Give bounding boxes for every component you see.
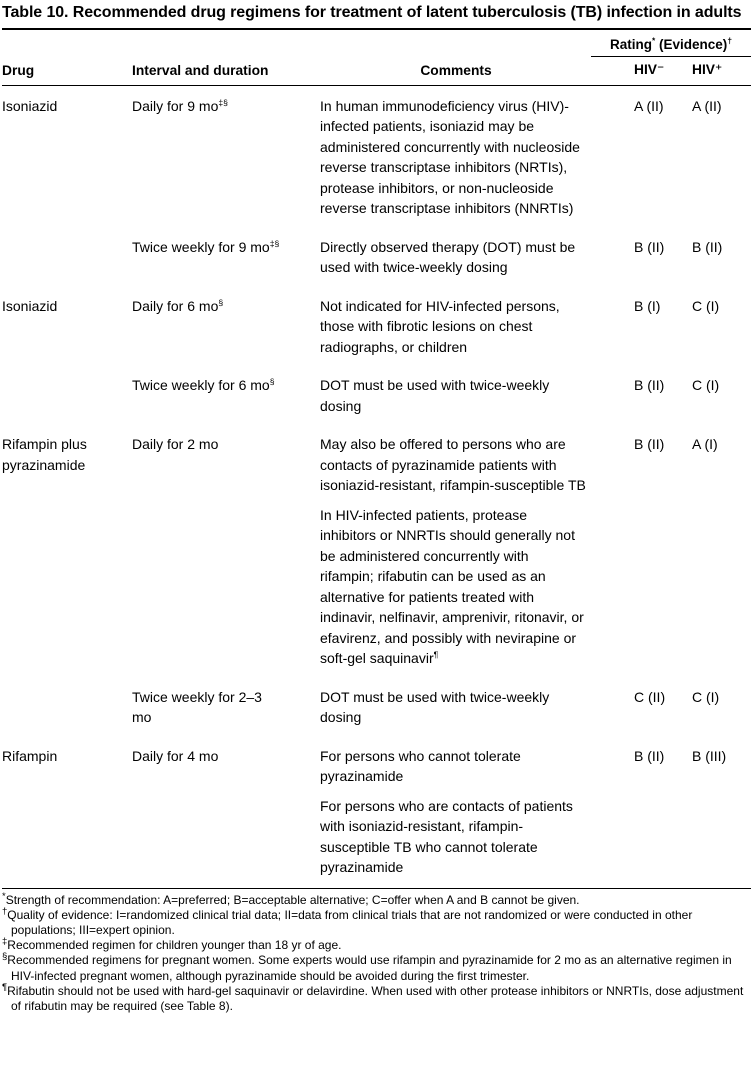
comment-paragraph	[320, 505, 586, 669]
rating-hiv-negative-cell: A (II)	[634, 97, 664, 114]
drug-cell: Rifampin	[2, 747, 58, 764]
footnote-marker: †	[2, 905, 8, 917]
column-header-drug: Drug	[2, 57, 132, 86]
title-rule	[2, 28, 751, 30]
comments-cell	[320, 375, 632, 434]
table-title: Table 10. Recommended drug regimens for treatment of latent tuberculosis (TB) infection in adults	[2, 4, 742, 21]
comment-text: For persons who cannot tolerate pyrazinamide	[320, 747, 521, 784]
interval-cell	[132, 85, 320, 237]
rating-hiv-negative-cell: B (II)	[634, 747, 665, 764]
comments-cell	[320, 687, 632, 746]
column-header-interval: Interval and duration	[132, 57, 320, 86]
rating-hiv-positive-cell: A (I)	[692, 436, 718, 452]
footnote-marker: §	[2, 951, 8, 963]
rating-hiv-positive-cell: C (I)	[692, 377, 720, 393]
footnote	[2, 953, 751, 983]
rating-hiv-negative-cell: C (II)	[634, 688, 666, 705]
interval-text: Twice weekly for 6 mo	[132, 377, 270, 393]
interval-text: Daily for 4 mo	[132, 747, 219, 764]
interval-text: Twice weekly for 9 mo	[132, 238, 270, 255]
interval-text: Daily for 6 mo	[132, 297, 219, 314]
rating-hiv-positive-cell: C (I)	[692, 297, 720, 314]
table-row	[2, 375, 751, 434]
comment-text: Not indicated for HIV-infected persons, those with fibrotic lesions on chest radiographs, or children	[320, 297, 560, 355]
comment-paragraph	[320, 96, 586, 219]
drug-cell	[2, 237, 132, 296]
footnote	[2, 905, 751, 938]
interval-text: Daily for 9 mo	[132, 97, 219, 114]
table-row	[2, 746, 751, 888]
comments-cell	[320, 434, 632, 687]
footnote-text: Rifabutin should not be used with hard-gel saquinavir or delavirdine. When used with other protease inhibitors or NNRTIs, dose adjustment of rifabutin may be required (see Table 8).	[7, 983, 744, 1013]
comment-text: In HIV-infected patients, protease inhibitors or NNRTIs should generally not be administered concurrently with rifampin; rifabutin can be used as an alternative for patients treated with indinavir, nelfinavir, amprenivir, ritonavir, or efavirenz, and possibly with nevirapine or soft-gel saquinavir	[320, 506, 584, 666]
comment-paragraph	[320, 796, 586, 878]
rating-hiv-positive-cell: C (I)	[692, 688, 720, 705]
footnotes	[2, 889, 751, 1015]
footnote-text: Recommended regimens for pregnant women. Some experts would use rifampin and pyrazinamide for 2 mo as an alternative regimen in HIV-infected pregnant women, although pyrazinamide should be avoided during the first trimester.	[7, 953, 732, 983]
footnote-text: Recommended regimen for children younger than 18 yr of age.	[7, 938, 342, 953]
interval-text: Twice weekly for 2–3 mo	[132, 688, 262, 725]
table-row	[2, 85, 751, 237]
interval-text: Daily for 2 mo	[132, 436, 219, 452]
rating-hiv-negative-cell: B (I)	[634, 297, 661, 314]
footnote-marker: ¶	[2, 981, 8, 993]
comment-text: For persons who are contacts of patients with isoniazid-resistant, rifampin-susceptible TB who cannot tolerate pyrazinamide	[320, 797, 573, 875]
column-header-hiv-positive: HIV⁺	[690, 57, 751, 86]
footnote-text: Quality of evidence: I=randomized clinical trial data; II=data from clinical trials that are not randomized or were conducted in other populations; III=expert opinion.	[7, 907, 693, 937]
interval-cell	[132, 687, 320, 746]
comment-text: DOT must be used with twice-weekly dosing	[320, 377, 550, 414]
comment-paragraph	[320, 296, 586, 358]
table-row	[2, 237, 751, 296]
footnote-marker: *	[2, 890, 6, 902]
rating-header-row	[2, 37, 751, 57]
rating-label: Rating	[610, 36, 653, 52]
comment-paragraph	[320, 746, 586, 787]
table-row	[2, 296, 751, 376]
footnote	[2, 938, 751, 953]
interval-cell	[132, 237, 320, 296]
interval-cell	[132, 434, 320, 687]
comment-text: DOT must be used with twice-weekly dosing	[320, 688, 550, 725]
evidence-dagger-marker: †	[727, 35, 732, 45]
comments-cell	[320, 237, 632, 296]
interval-footnote-marker: §	[269, 376, 275, 387]
interval-footnote-marker: ‡§	[269, 237, 280, 248]
comment-text: In human immunodeficiency virus (HIV)-infected patients, isoniazid may be administered concurrently with nucleoside reverse transcriptase inhibitors (NRTIs), protease inhibitors, or non-nucleoside reverse transcriptase inhibitors (NNRTIs)	[320, 97, 580, 216]
evidence-label: (Evidence)	[655, 36, 728, 52]
column-header-row	[2, 57, 751, 86]
interval-cell	[132, 375, 320, 434]
comment-text: May also be offered to persons who are contacts of pyrazinamide patients with isoniazid-resistant, rifampin-susceptible TB	[320, 436, 586, 493]
comment-text: Directly observed therapy (DOT) must be used with twice-weekly dosing	[320, 238, 576, 275]
regimen-table	[2, 57, 751, 888]
rating-hiv-negative-cell: B (II)	[634, 436, 665, 452]
comments-cell	[320, 85, 632, 237]
comment-paragraph	[320, 375, 586, 416]
interval-footnote-marker: ‡§	[218, 96, 229, 107]
rating-hiv-negative-cell: B (II)	[634, 377, 665, 393]
column-header-hiv-negative: HIV⁻	[632, 57, 690, 86]
rating-asterisk-marker: *	[652, 35, 656, 45]
drug-cell	[2, 687, 132, 746]
interval-cell	[132, 746, 320, 888]
interval-cell	[132, 296, 320, 376]
rating-hiv-positive-cell: B (II)	[692, 238, 723, 255]
comment-paragraph	[320, 434, 586, 496]
comments-cell	[320, 296, 632, 376]
table-row	[2, 434, 751, 687]
table-row	[2, 687, 751, 746]
drug-cell: Rifampin plus pyrazinamide	[2, 436, 87, 473]
footnote	[2, 981, 751, 1014]
drug-cell	[2, 375, 132, 434]
rating-evidence-header	[591, 37, 751, 57]
rating-hiv-positive-cell: B (III)	[692, 747, 727, 764]
rating-hiv-negative-cell: B (II)	[634, 238, 665, 255]
comments-cell	[320, 746, 632, 888]
rating-hiv-positive-cell: A (II)	[692, 97, 722, 114]
footnote-text: Strength of recommendation: A=preferred; B=acceptable alternative; C=offer when A and B cannot be given.	[5, 892, 580, 907]
footnote-marker: ‡	[2, 936, 8, 948]
comment-footnote-marker: ¶	[433, 649, 439, 660]
interval-footnote-marker: §	[218, 296, 224, 307]
column-header-comments: Comments	[320, 57, 632, 86]
drug-cell: Isoniazid	[2, 97, 58, 114]
comment-paragraph	[320, 687, 586, 728]
drug-cell: Isoniazid	[2, 297, 58, 314]
comment-paragraph	[320, 237, 586, 278]
footnote	[2, 890, 751, 908]
